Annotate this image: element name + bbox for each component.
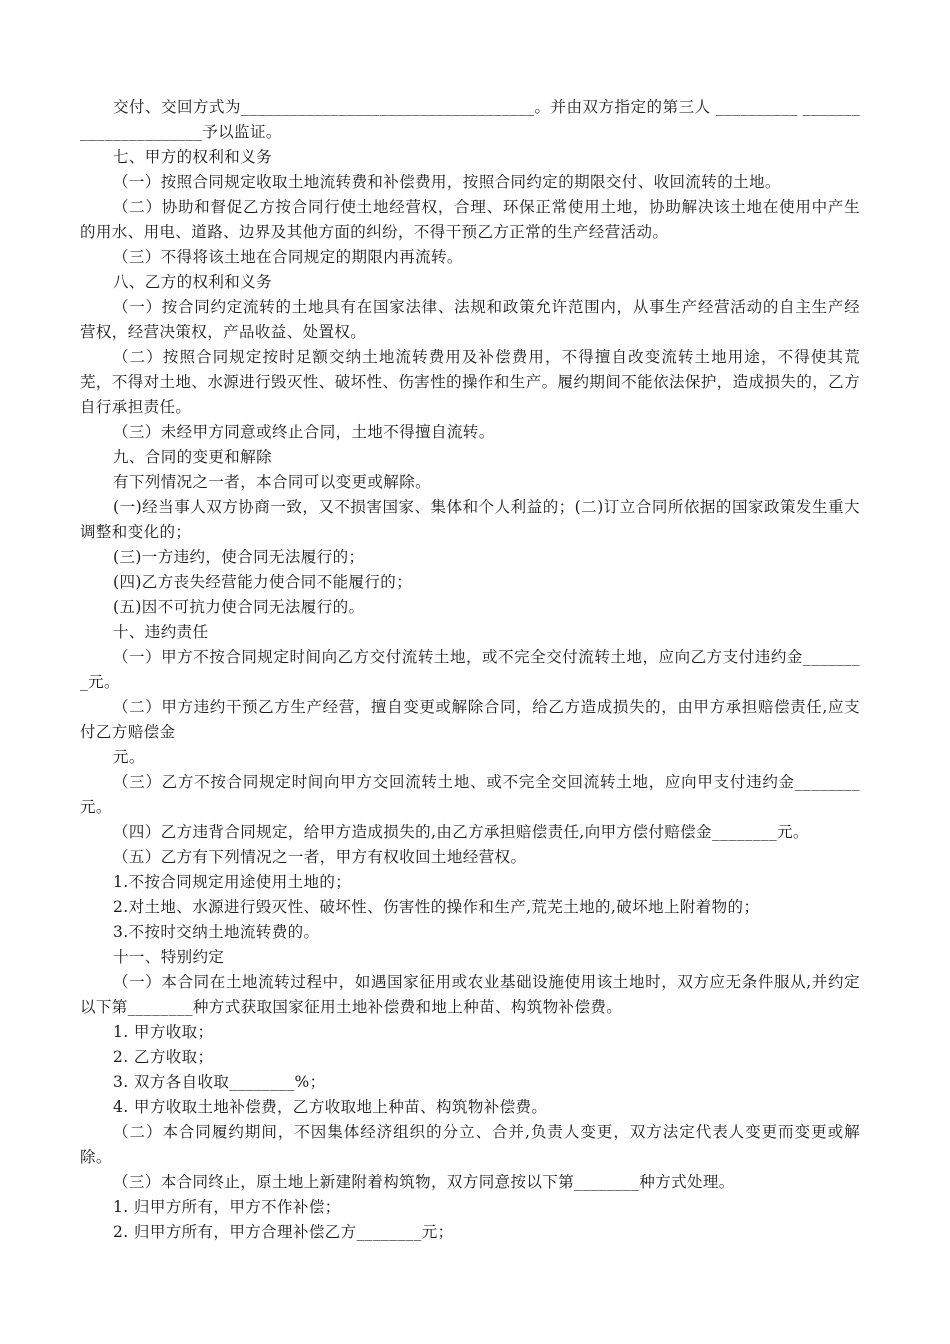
contract-paragraph-p13: (三)一方违约，使合同无法履行的； [113,548,365,566]
contract-paragraph-p5: （三）不得将该土地在合同规定的期限内再流转。 [113,248,463,266]
contract-paragraph-p35: 2. 归甲方所有，甲方合理补偿乙方________元； [113,1223,454,1241]
contract-paragraph-p25: 3.不按时交纳土地流转费的。 [113,923,320,941]
contract-paragraph-p28: 1. 甲方收取； [113,1023,214,1041]
contract-paragraph-p26: 十一、特别约定 [113,948,225,966]
contract-paragraph-p4: （二）协助和督促乙方按合同行使土地经营权，合理、环保正常使用土地，协助解决该土地在使用中产生的用水、用电、道路、边界及其他方面的纠纷，不得干预乙方正常的生产经营活动。 [80,198,860,241]
contract-paragraph-p32: （二）本合同履约期间，不因集体经济组织的分立、合并,负责人变更，双方法定代表人变更而变更或解除。 [80,1123,860,1166]
contract-paragraph-p17: （一）甲方不按合同规定时间向乙方交付流转土地，或不完全交付流转土地，应向乙方支付违约金________元。 [80,648,860,691]
contract-paragraph-p11: 有下列情况之一者，本合同可以变更或解除。 [113,473,432,491]
contract-paragraph-p33: （三）本合同终止，原土地上新建附着构筑物，双方同意按以下第________种方式处理。 [113,1173,735,1191]
contract-paragraph-p9: （三）未经甲方同意或终止合同，土地不得擅自流转。 [113,423,495,441]
contract-paragraph-p15: (五)因不可抗力使合同无法履行的。 [113,598,365,616]
contract-paragraph-p23: 1.不按合同规定用途使用土地的； [113,873,352,891]
contract-paragraph-p18: （二）甲方违约干预乙方生产经营，擅自变更或解除合同，给乙方造成损失的，由甲方承担赔偿责任,应支付乙方赔偿金 [80,698,860,741]
contract-paragraph-p12: (一)经当事人双方协商一致，又不损害国家、集体和个人利益的；(二)订立合同所依据的国家政策发生重大调整和变化的； [80,498,860,541]
contract-paragraph-p16: 十、违约责任 [113,623,209,641]
contract-paragraph-p7: （一）按合同约定流转的土地具有在国家法律、法规和政策允许范围内，从事生产经营活动的自主生产经营权，经营决策权，产品收益、处置权。 [80,298,860,341]
contract-paragraph-p14: (四)乙方丧失经营能力使合同不能履行的； [113,573,413,591]
contract-paragraph-p10: 九、合同的变更和解除 [113,448,273,466]
contract-paragraph-p2: 七、甲方的权利和义务 [113,148,273,166]
contract-paragraph-p29: 2. 乙方收取； [113,1048,214,1066]
contract-paragraph-p19: 元。 [113,748,145,766]
contract-paragraph-p8: （二）按照合同规定按时足额交纳土地流转费用及补偿费用，不得擅自改变流转土地用途，不得使其荒芜，不得对土地、水源进行毁灭性、破坏性、伤害性的操作和生产。履约期间不能依法保护，造成损失的，乙方自行承担责任。 [80,348,860,416]
contract-paragraph-p31: 4. 甲方收取土地补偿费，乙方收取地上种苗、构筑物补偿费。 [113,1098,548,1116]
contract-paragraph-p1: 交付、交回方式为____________________________________。并由双方指定的第三人 __________ ______________________予以监证。 [80,98,860,141]
contract-paragraph-p20: （三）乙方不按合同规定时间向甲方交回流转土地、或不完全交回流转土地，应向甲支付违约金________元。 [80,773,860,816]
contract-paragraph-p27: （一）本合同在土地流转过程中，如遇国家征用或农业基础设施使用该土地时，双方应无条件服从,并约定以下第________种方式获取国家征用土地补偿费和地上种苗、构筑物补偿费。 [80,973,860,1016]
contract-paragraph-p6: 八、乙方的权利和义务 [113,273,273,291]
contract-paragraph-p30: 3. 双方各自收取________%； [113,1073,326,1091]
contract-page [80,95,860,1245]
contract-paragraph-p34: 1. 归甲方所有，甲方不作补偿； [113,1198,341,1216]
contract-paragraph-p22: （五）乙方有下列情况之一者，甲方有权收回土地经营权。 [113,848,527,866]
contract-paragraph-p21: （四）乙方违背合同规定，给甲方造成损失的,由乙方承担赔偿责任,向甲方偿付赔偿金________元。 [113,823,809,841]
contract-paragraph-p3: （一）按照合同规定收取土地流转费和补偿费用，按照合同约定的期限交付、收回流转的土地。 [113,173,781,191]
contract-paragraph-p24: 2.对土地、水源进行毁灭性、破坏性、伤害性的操作和生产,荒芜土地的,破坏地上附着物的； [113,898,760,916]
